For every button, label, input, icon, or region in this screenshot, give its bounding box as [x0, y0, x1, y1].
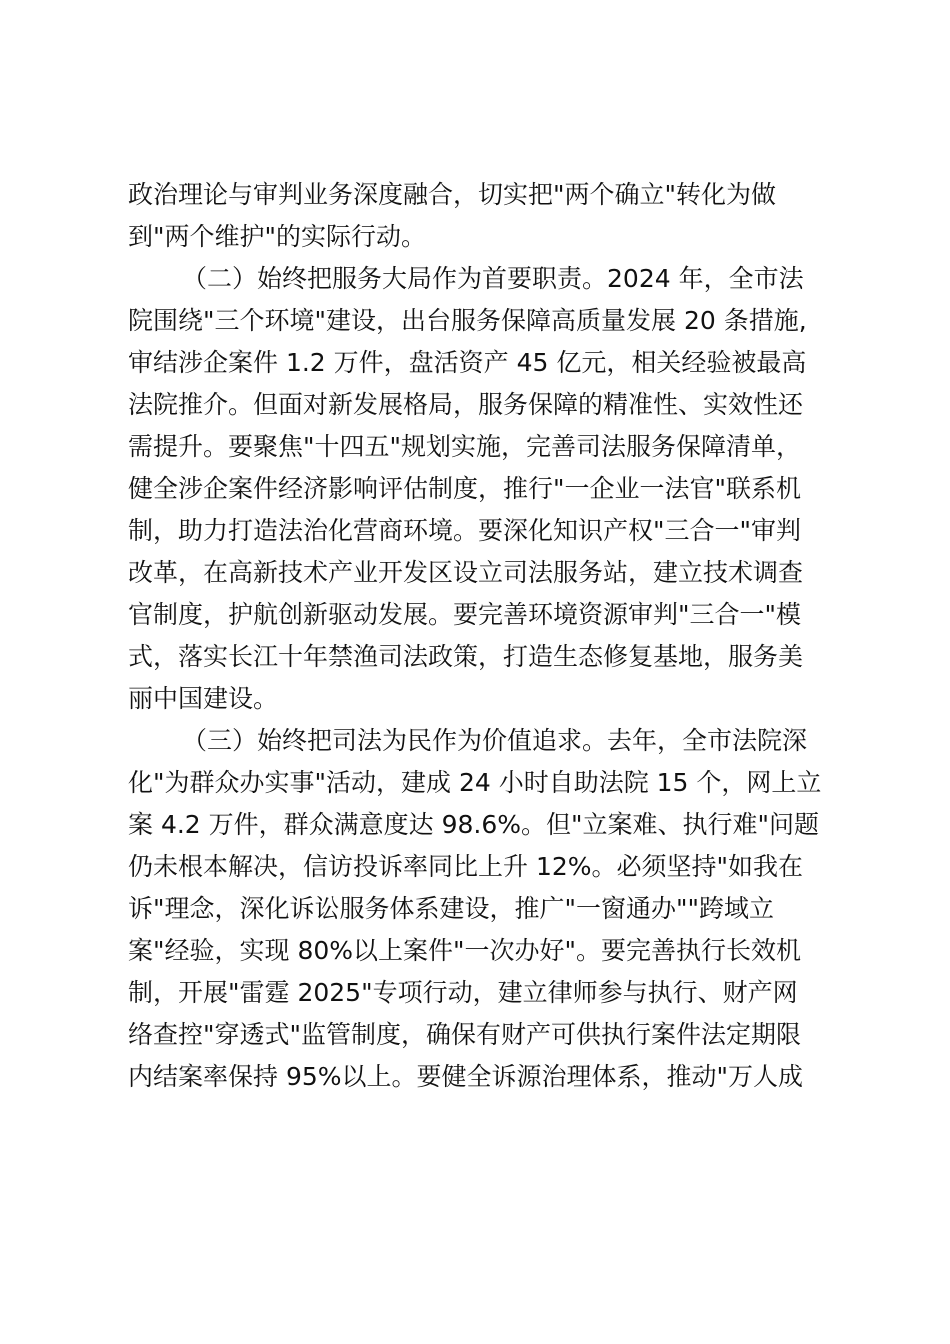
text-line: 法院推介。但面对新发展格局，服务保障的精准性、实效性还 — [128, 390, 804, 419]
text-line: 化"为群众办实事"活动，建成 24 小时自助法院 15 个，网上立 — [128, 768, 822, 797]
text-line: 式，落实长江十年禁渔司法政策，打造生态修复基地，服务美 — [128, 642, 804, 671]
text-line: 仍未根本解决，信访投诉率同比上升 12%。必须坚持"如我在 — [128, 852, 804, 881]
text-line: 到"两个维护"的实际行动。 — [128, 222, 426, 251]
body-text — [128, 174, 828, 1098]
text-line: 诉"理念，深化诉讼服务体系建设，推广"一窗通办""跨域立 — [128, 894, 774, 923]
text-line: 审结涉企案件 1.2 万件，盘活资产 45 亿元，相关经验被最高 — [128, 348, 807, 377]
section-heading-line: （三）始终把司法为民作为价值追求。去年，全市法院深 — [182, 726, 808, 755]
section-heading-line: （二）始终把服务大局作为首要职责。2024 年，全市法 — [182, 264, 804, 293]
text-line: 官制度，护航创新驱动发展。要完善环境资源审判"三合一"模 — [128, 600, 802, 629]
text-line: 案 4.2 万件，群众满意度达 98.6%。但"立案难、执行难"问题 — [128, 810, 820, 839]
text-line: 政治理论与审判业务深度融合，切实把"两个确立"转化为做 — [128, 180, 777, 209]
text-line: 案"经验，实现 80%以上案件"一次办好"。要完善执行长效机 — [128, 936, 802, 965]
text-line: 丽中国建设。 — [128, 684, 279, 713]
text-line: 制，助力打造法治化营商环境。要深化知识产权"三合一"审判 — [128, 516, 802, 545]
text-line: 健全涉企案件经济影响评估制度，推行"一企业一法官"联系机 — [128, 474, 802, 503]
text-line: 络查控"穿透式"监管制度，确保有财产可供执行案件法定期限 — [128, 1020, 802, 1049]
text-line: 院围绕"三个环境"建设，出台服务保障高质量发展 20 条措施, — [128, 306, 807, 335]
text-line: 制，开展"雷霆 2025"专项行动，建立律师参与执行、财产网 — [128, 978, 798, 1007]
text-line: 内结案率保持 95%以上。要健全诉源治理体系，推动"万人成 — [128, 1062, 804, 1091]
text-line: 需提升。要聚焦"十四五"规划实施，完善司法服务保障清单， — [128, 432, 802, 461]
text-line: 改革，在高新技术产业开发区设立司法服务站，建立技术调查 — [128, 558, 804, 587]
